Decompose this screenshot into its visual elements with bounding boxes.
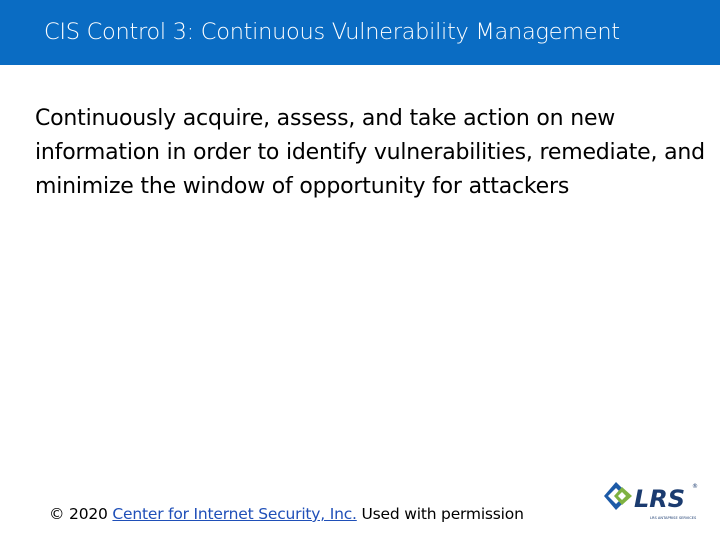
lrs-diamond-icon: [604, 482, 632, 510]
footer-attribution: [49, 503, 524, 525]
slide-title: CIS Control 3: Continuous Vulnerability Management: [44, 19, 620, 45]
lrs-logo-tagline: LRS ANTAPRISE SERVICES: [650, 516, 697, 520]
cis-link[interactable]: Center for Internet Security, Inc.: [112, 505, 357, 523]
lrs-registered-mark: ®: [692, 483, 698, 490]
title-bar: [0, 0, 720, 65]
slide-body-text: Continuously acquire, assess, and take action on new information in order to identify vulnerabilities, remediate, and minimize the window of opportunity for attackers: [35, 106, 705, 199]
footer-permission-text: Used with permission: [361, 505, 524, 523]
lrs-logo: [604, 474, 704, 524]
footer-copyright: © 2020: [49, 505, 108, 523]
lrs-logo-text: LRS: [634, 485, 686, 513]
